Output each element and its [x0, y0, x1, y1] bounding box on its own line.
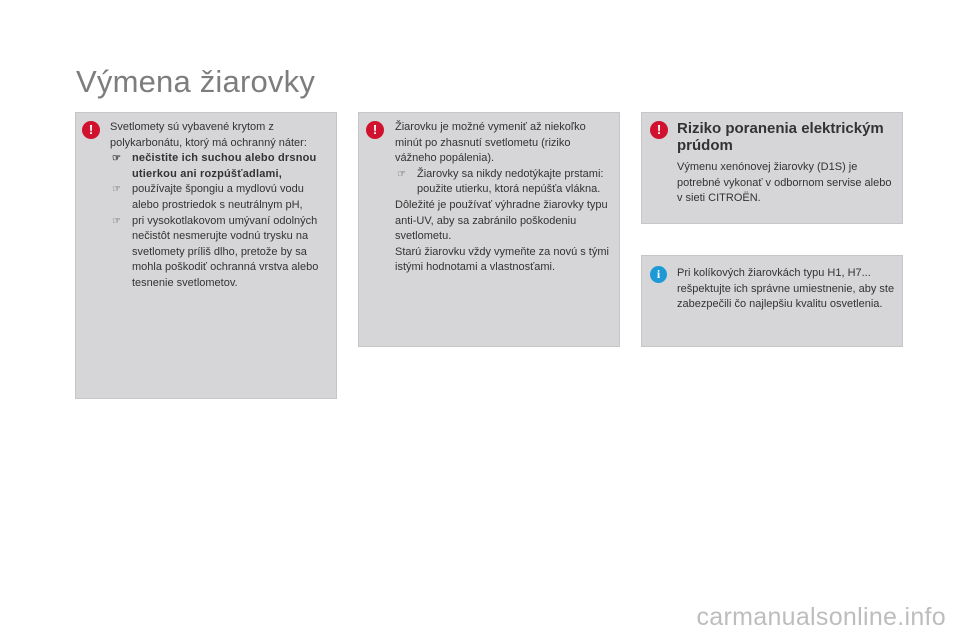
info-icon: i	[650, 266, 667, 283]
care-instructions-text	[110, 120, 330, 292]
care-bullet-2: ☞ používajte špongiu a mydlovú vodu alebo prostriedok s neutrálnym pH,	[110, 182, 330, 213]
electric-shock-body: Výmenu xenónovej žiarovky (D1S) je potrebné vykonať v odbornom servise alebo v sieti CITROËN.	[677, 161, 892, 205]
page-title: Výmena žiarovky	[76, 64, 316, 99]
bulb-intro: Žiarovku je možné vymeniť až niekoľko minút po zhasnutí svetlometu (riziko vážneho popálenia).	[395, 121, 586, 165]
bulb-bullet-1: ☞ Žiarovky sa nikdy nedotýkajte prstami: použite utierku, ktorá nepúšťa vlákna.	[395, 167, 613, 198]
warning-icon: !	[650, 121, 668, 139]
care-bullet-3: ☞ pri vysokotlakovom umývaní odolných nečistôt nesmerujte vodnú trysku na svetlomety príliš dlho, pretože by sa mohla poškodiť ochranná vrstva alebo tesnenie svetlometov.	[110, 214, 330, 292]
bulb-para-2: Dôležité je používať výhradne žiarovky typu anti-UV, aby sa zabránilo poškodeniu svetlometu.	[395, 198, 608, 243]
bulb-placement-text	[677, 266, 895, 313]
care-bullet-1: ☞ nečistite ich suchou alebo drsnou utierkou ani rozpúšťadlami,	[110, 151, 330, 182]
electric-shock-text	[677, 160, 893, 207]
bulb-placement-body: Pri kolíkových žiarovkách typu H1, H7... rešpektujte ich správne umiestnenie, aby ste zabezpečili čo najlepšiu kvalitu osvetlenia.	[677, 267, 895, 311]
bulb-handling-text	[395, 120, 613, 276]
care-intro: Svetlomety sú vybavené krytom z polykarbonátu, ktorý má ochranný náter:	[110, 121, 307, 149]
electric-shock-heading: Riziko poranenia elektrickým prúdom	[677, 120, 884, 154]
watermark: carmanualsonline.info	[696, 603, 946, 631]
warning-icon: !	[82, 121, 100, 139]
warning-icon: !	[366, 121, 384, 139]
bulb-para-3: Starú žiarovku vždy vymeňte za novú s tými istými hodnotami a vlastnosťami.	[395, 245, 609, 274]
